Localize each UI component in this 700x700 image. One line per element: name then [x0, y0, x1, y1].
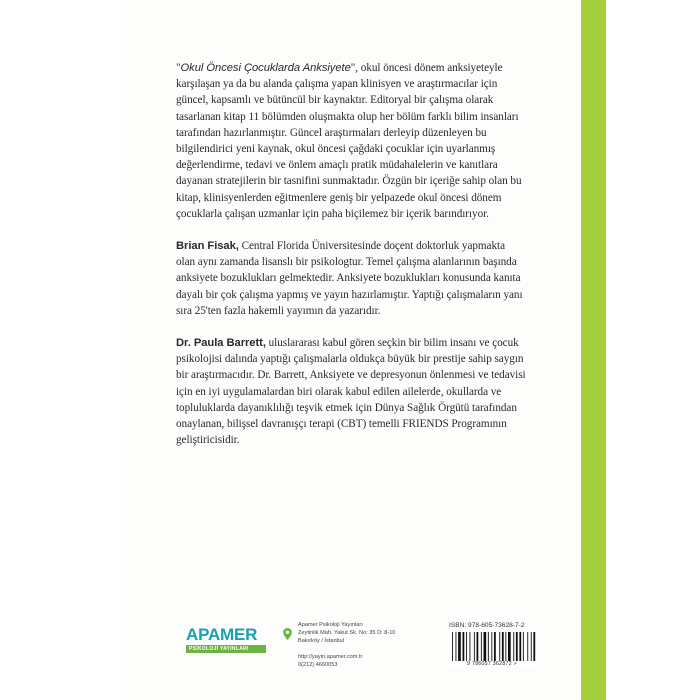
publisher-address: Apamer Psikoloji Yayınları Zeytinlik Mah. Yakut Sk. No: 35 D: 8-10 Bakırköy / İstanbul http://yayin.apamer.com.tr 0(212) 4660053: [298, 622, 396, 668]
cover-text: [176, 60, 526, 464]
author-name: Dr. Paula Barrett,: [176, 337, 266, 350]
summary-paragraph: "Okul Öncesi Çocuklarda Anksiyete", okul öncesi dönem anksiyeteyle karşılaşan ya da bu alanda çalışma yapan klinisyen ve araştırmacılar için güncel, kapsamlı ve bütüncül bir kaynaktır. Editoryal bir çalışma olarak tasarlanan kitap 11 bölümden oluşmakta olup her bölüm farklı bilim insanları tarafından hazırlanmıştır. Güncel araştırmaları derleyip düzenleyen bu bilgilendirici yeni kaynak, okul öncesi çağdaki çocuklar için uyarlanmış değerlendirme, tedavi ve önlem amaçlı pratik müdahalelerin ve kanıtlara dayanan stratejilerin bir tasnifini sunmaktadır. Özgün bir içeriğe sahip olan bu kitap, klinisyenlerden eğitmenlere geniş bir yelpazede okul öncesi dönem çocuklarla çalışan uzmanlar için paha biçilemez bir içerik barındırıyor.: [176, 62, 522, 220]
publisher-logo-text: APAMER: [186, 625, 258, 644]
author-bio-fisak: Brian Fisak, Central Florida Üniversitesinde doçent doktorluk yapmakta olan aynı zamanda lisanslı bir psikologtur. Temel çalışma alanlarının başında anksiyete bozuklukları gelmektedir. Anksiyete bozuklukları konusunda kanıta dayalı bir çok çalışma yapmış ve yayın hazırlamıştır. Yaptığı çalışmaların yanı sıra 25'ten fazla hakemli yayımın da yazarıdır.: [176, 240, 523, 317]
book-spine: [581, 0, 606, 700]
isbn-label: ISBN: 978-605-73628-7-2: [449, 622, 525, 629]
publisher-logo: [186, 626, 266, 660]
author-bio-barrett: Dr. Paula Barrett, uluslararası kabul gören seçkin bir bilim insanı ve çocuk psikolojisi dalında yaptığı çalışmalarla oldukça büyük bir prestije sahip saygın bir araştırmacıdır. Dr. Barrett, Anksiyete ve depresyonun önlenmesi ve tedavisi için en iyi uygulamalardan biri olarak kabul edilen ailelerde, okullarda ve topluluklarda dayanıklılığı teşvik etmek için Dünya Sağlık Örgütü tarafından onaylanan, bilişsel davranışçı terapi (CBT) temelli FRIENDS Programının geliştiricisidir.: [176, 337, 526, 447]
location-pin-icon: [283, 628, 292, 640]
publisher-logo-subtitle: PSİKOLOJİ YAYINLARI: [186, 645, 266, 653]
author-name: Brian Fisak,: [176, 240, 239, 253]
publisher-footer: [170, 612, 540, 672]
book-title: Okul Öncesi Çocuklarda Anksiyete: [180, 62, 351, 74]
barcode-number: 9 786057 362872 >: [448, 661, 536, 667]
